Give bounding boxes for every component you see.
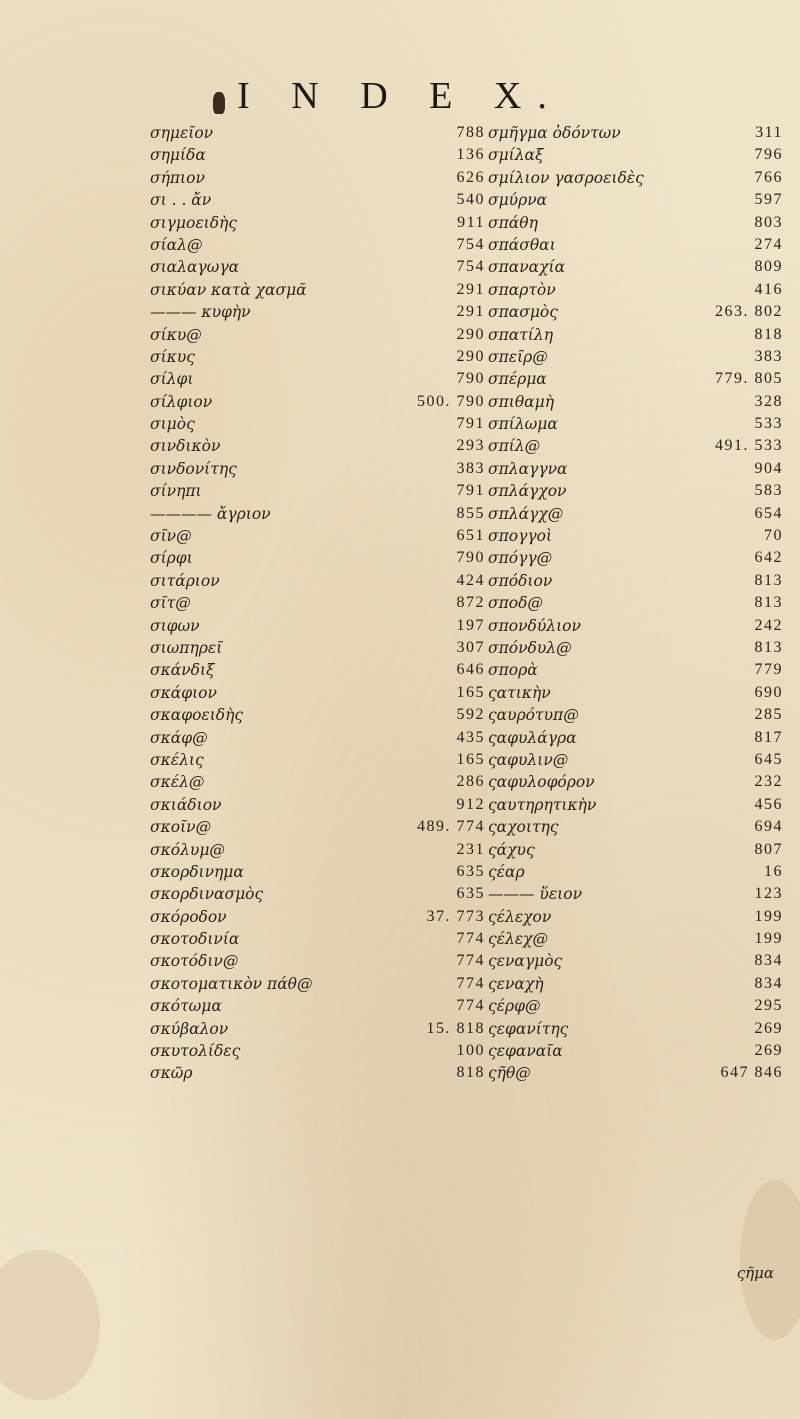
index-entry [150,480,485,502]
index-term: σιαλαγωγα [150,258,240,277]
index-term: σιωπηρεῖ [150,638,223,657]
index-term: σίκυς [150,347,195,366]
index-term: σκέλις [150,750,204,769]
index-term: σκῶρ [150,1064,193,1083]
page-reference: 424 [456,571,485,589]
index-entry [488,503,783,525]
index-column-right [488,122,783,1085]
index-entry [488,324,783,346]
index-term: σκότωμα [150,997,222,1016]
index-entry [150,503,485,525]
index-term: σπαναχία [488,258,566,277]
page-reference: 165 [456,750,485,768]
index-entry [488,659,783,681]
index-term: ςεφανίτης [488,1019,569,1038]
paper-stain [740,1180,800,1340]
page-reference: 809 [754,258,783,276]
page-title: I N D E X. [237,75,563,117]
index-entry [488,279,783,301]
index-term: σπλάγχ@ [488,504,564,523]
page-reference: 291 [456,280,485,298]
index-term: σπίλωμα [488,415,558,434]
index-entry [150,973,485,995]
page-reference: 489. 774 [417,818,485,836]
index-entry [488,435,783,457]
index-entry [150,525,485,547]
page-reference: 291 [456,303,485,321]
index-term: σκορδινασμὸς [150,885,264,904]
page-reference: 807 [754,840,783,858]
page-reference: 646 [456,661,485,679]
index-entry [488,615,783,637]
page-reference: 912 [456,795,485,813]
index-term: σιτάριον [150,571,220,590]
index-term: σημίδα [150,146,206,165]
index-term: σῖν@ [150,527,192,546]
index-term: σπεῖρ@ [488,347,548,366]
index-term: σκοτοδινία [150,930,240,949]
index-entry [488,212,783,234]
page-reference: 904 [754,459,783,477]
page-reference: 70 [764,527,783,545]
index-term: σπέρμα [488,370,547,389]
index-term: σίλφι [150,370,194,389]
page-reference: 790 [456,549,485,567]
page-reference: 500. 790 [417,392,485,410]
index-entry [150,413,485,435]
index-term: σκάφ@ [150,728,208,747]
index-term: σκοτοματικὸν πάθ@ [150,974,313,993]
index-entry [150,324,485,346]
index-term: ςαφυλάγρα [488,728,577,747]
paper-stain [0,1250,100,1400]
page-reference: 286 [456,773,485,791]
page-reference: 774 [456,952,485,970]
page-reference: 165 [456,683,485,701]
index-entry [488,883,783,905]
index-entry [150,301,485,323]
index-entry [488,794,783,816]
index-entry [150,279,485,301]
index-entry [488,1062,783,1084]
page-reference: 766 [754,168,783,186]
index-entry [150,346,485,368]
index-entry [488,144,783,166]
index-term: σκορδινημα [150,862,244,881]
page-reference: 779. 805 [715,370,783,388]
page-reference: 383 [456,459,485,477]
page-reference: 690 [754,683,783,701]
page-reference: 791 [456,415,485,433]
index-term: σκόροδον [150,907,227,926]
index-entry [488,368,783,390]
page-reference: 754 [456,235,485,253]
index-term: σίνηπι [150,482,202,501]
page-reference: 651 [456,527,485,545]
index-entry [150,816,485,838]
index-entry [150,435,485,457]
page-reference: 269 [754,1019,783,1037]
index-term: σι . . ἄν [150,191,212,210]
index-entry [150,950,485,972]
page-reference: 295 [754,997,783,1015]
index-term: σκιάδιον [150,795,222,814]
page-reference: 834 [754,974,783,992]
page-reference: 533 [754,415,783,433]
index-entry [488,816,783,838]
page-reference: 597 [754,191,783,209]
index-term: ςεφαναῖα [488,1042,563,1061]
index-term: σκοτόδιν@ [150,952,239,971]
index-term: σκοῖν@ [150,818,212,837]
page-reference: 274 [754,235,783,253]
index-entry [488,592,783,614]
index-term: ———— ἄγριον [150,504,271,523]
index-term: ςέλεχ@ [488,930,549,949]
index-entry [150,144,485,166]
index-entry [488,682,783,704]
index-term: σιφων [150,616,200,635]
index-term: σμίλαξ [488,146,544,165]
index-entry [488,346,783,368]
index-term: σιγμοειδὴς [150,213,238,232]
index-entry [488,950,783,972]
index-entry [150,659,485,681]
page-reference: 855 [456,504,485,522]
page-reference: 635 [456,885,485,903]
index-term: σπογγοὶ [488,527,553,546]
page-reference: 872 [456,594,485,612]
page-reference: 642 [754,549,783,567]
page-reference: 647 846 [720,1064,783,1082]
index-term: σπάσθαι [488,235,556,254]
page-reference: 328 [754,392,783,410]
index-entry [488,413,783,435]
index-entry [488,570,783,592]
index-entry [150,1018,485,1040]
page-reference: 435 [456,728,485,746]
index-term: ςῆθ@ [488,1064,531,1083]
page-reference: 774 [456,997,485,1015]
page-reference: 796 [754,146,783,164]
page-reference: 813 [754,594,783,612]
page-reference: 37. 773 [426,907,485,925]
page-reference: 232 [754,773,783,791]
index-entry [150,682,485,704]
page-reference: 136 [456,146,485,164]
catchword: ςῆμα [736,1264,774,1282]
index-term: ςατικὴν [488,683,551,702]
index-term: σκόλυμ@ [150,840,225,859]
index-term: ςαφυλιν@ [488,750,569,769]
page-reference: 416 [754,280,783,298]
index-entry [488,906,783,928]
page-reference: 911 [457,213,485,231]
page-reference: 813 [754,638,783,656]
page-reference: 791 [456,482,485,500]
index-entry [488,525,783,547]
index-entry [488,167,783,189]
index-entry [488,995,783,1017]
index-term: ——— κυφὴν [150,303,251,322]
page-reference: 790 [456,370,485,388]
page-reference: 813 [754,571,783,589]
index-term: σήπιον [150,168,205,187]
index-term: σίκυ@ [150,325,202,344]
index-entry [150,1062,485,1084]
page-reference: 456 [754,795,783,813]
index-term: σμύρνα [488,191,548,210]
index-entry [150,839,485,861]
page-reference: 834 [754,952,783,970]
index-entry [488,189,783,211]
page-reference: 817 [754,728,783,746]
page-reference: 803 [754,213,783,231]
page-reference: 788 [456,124,485,141]
page-reference: 197 [456,616,485,634]
index-term: σινδικὸν [150,437,221,456]
page-reference: 818 [456,1064,485,1082]
index-term: σπόδιον [488,571,553,590]
page-reference: 100 [456,1042,485,1060]
index-term: ςεναγμὸς [488,952,563,971]
index-entry [488,928,783,950]
page-reference: 645 [754,750,783,768]
index-entry [150,749,485,771]
index-term: ςάχυς [488,840,535,859]
page-reference: 754 [456,258,485,276]
index-entry [150,906,485,928]
index-term: ςαυτηρητικὴν [488,795,597,814]
index-entry [150,727,485,749]
index-entry [150,771,485,793]
index-entry [488,122,783,144]
index-entry [150,637,485,659]
page-reference: 383 [754,347,783,365]
index-term: σπόνδυλ@ [488,638,572,657]
index-term: σκάνδιξ [150,661,215,680]
index-entry [488,861,783,883]
index-entry [150,995,485,1017]
index-entry [150,167,485,189]
index-term: σίρφι [150,549,193,568]
index-term: σπονδύλιον [488,616,581,635]
index-entry [150,122,485,144]
index-entry [150,861,485,883]
page-reference: 263. 802 [715,303,783,321]
index-entry [150,256,485,278]
page-reference: 635 [456,862,485,880]
index-entry [488,234,783,256]
index-term: σκύβαλον [150,1019,229,1038]
index-entry [488,973,783,995]
page-reference: 818 [754,325,783,343]
index-entry [488,637,783,659]
page-reference: 592 [456,706,485,724]
index-term: ςεναχὴ [488,974,544,993]
page-reference: 231 [456,840,485,858]
page-reference: 15. 818 [426,1019,485,1037]
index-entry [488,727,783,749]
index-entry [150,368,485,390]
index-term: σμίλιον γασροειδὲς [488,168,644,187]
page-reference: 290 [456,347,485,365]
index-entry [150,212,485,234]
page-reference: 583 [754,482,783,500]
index-term: σινδονίτης [150,459,237,478]
page-reference: 199 [754,930,783,948]
index-entry [150,592,485,614]
index-term: σκέλ@ [150,773,205,792]
page-reference: 199 [754,907,783,925]
index-term: σπατίλη [488,325,553,344]
index-term: σμῆγμα ὀδόντων [488,124,621,142]
page-reference: 540 [456,191,485,209]
page-reference: 16 [764,862,783,880]
index-entry [488,839,783,861]
index-entry [150,458,485,480]
index-term: ςαφυλοφόρον [488,773,595,792]
page-reference: 293 [456,437,485,455]
index-term: σπλαγγνα [488,459,568,478]
index-entry [488,1018,783,1040]
index-entry [150,570,485,592]
index-entry [150,391,485,413]
index-entry [150,615,485,637]
index-entry [150,1040,485,1062]
index-term: σικύαν κατὰ χασμᾶ [150,280,307,299]
index-entry [488,480,783,502]
page-reference: 123 [754,885,783,903]
page-reference: 626 [456,168,485,186]
page-reference: 779 [754,661,783,679]
page-reference: 307 [456,638,485,656]
index-entry [488,771,783,793]
index-term: σίαλ@ [150,235,203,254]
page-reference: 774 [456,930,485,948]
page-reference: 269 [754,1042,783,1060]
index-term: σποδ@ [488,594,543,613]
page-reference: 654 [754,504,783,522]
index-term: σπαρτὸν [488,280,556,299]
index-term: ςέαρ [488,862,525,881]
index-term: σπιθαμὴ [488,392,555,411]
index-term: σπάθη [488,213,538,232]
index-term: σκάφιον [150,683,217,702]
index-entry [488,749,783,771]
index-term: ——— ὕειον [488,885,582,904]
index-entry [488,458,783,480]
index-entry [488,704,783,726]
page-reference: 694 [754,818,783,836]
index-term: σπορὰ [488,661,538,680]
index-term: σημεῖον [150,124,214,142]
page-reference: 491. 533 [715,437,783,455]
page-reference: 290 [456,325,485,343]
index-entry [488,547,783,569]
index-term: ςέλεχον [488,907,552,926]
index-term: ςαυρότυπ@ [488,706,579,725]
index-term: σπασμὸς [488,303,558,322]
index-term: ςέρφ@ [488,997,541,1016]
page-reference: 285 [754,706,783,724]
index-term: σῖτ@ [150,594,191,613]
index-entry [150,234,485,256]
index-term: σκυτολίδες [150,1042,241,1061]
index-term: σκαφοειδὴς [150,706,244,725]
page-reference: 242 [754,616,783,634]
index-column-left [150,122,485,1085]
index-term: σίλφιον [150,392,213,411]
index-entry [488,301,783,323]
index-entry [150,704,485,726]
index-term: σιμὸς [150,415,195,434]
index-term: σπόγγ@ [488,549,553,568]
index-term: ςαχοιτης [488,818,559,837]
index-term: σπλάγχον [488,482,567,501]
index-entry [150,189,485,211]
index-term: σπίλ@ [488,437,541,456]
index-entry [150,883,485,905]
index-entry [488,391,783,413]
index-entry [150,547,485,569]
page-reference: 774 [456,974,485,992]
page-reference: 311 [755,124,783,141]
index-entry [488,1040,783,1062]
index-entry [150,928,485,950]
index-entry [488,256,783,278]
index-entry [150,794,485,816]
